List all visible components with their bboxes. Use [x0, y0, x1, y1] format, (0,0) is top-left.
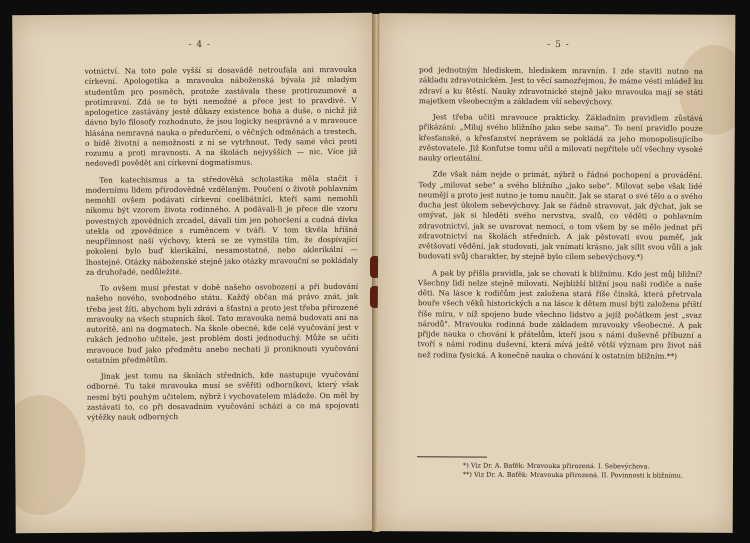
page-number: - 4 - [188, 39, 211, 51]
paragraph: Jinak jest tomu na školách středních, kde nastupuje vyučování odborné. Tu také mravouka musí se svěřiti odborníkovi, který však nesmí býti pouhým učitelem, nýbrž i vychovatelem mládeže. On měl by zastávati to, co při dosavadním vyučování schází a co má spojovati výtěžky nauk odborných [86, 369, 359, 422]
page-number: - 5 - [547, 39, 570, 51]
paragraph: To ovšem musí přestat v době našeho osvobození a při budování našeho nového, svobodného státu. Každý občan má právo znát, jak třeba jest žíti, abychom byli zdrávi a šťastni a proto jest třeba přirozené mravouky na všech stupních škol. Tato mravouka nemá budovati ani na autoritě, ani na dogmatech. Na škole obecné, kde celé vyučování jest v rukách jednoho učitele, jest problém dosti jednoduchý. Může se učiti mravouce buď jako předmětu anebo nechati ji proniknouti vyučování ostatním předmětům. [86, 281, 359, 365]
paragraph: pod jednotným hlediskem, hlediskem mravním. I zde staviti nutno na základu zdravotnickém. Jest to věcí samozřejmou, že máme vésti mládež ku zdraví a ku štěstí. Nauky zdravotnické stejně jako mravouka mají se státi majetkem všeobecným a základem vší sebevýchovy. [418, 65, 704, 107]
paper-stain [12, 395, 85, 516]
page-body-text [418, 65, 704, 367]
footnotes [463, 462, 719, 480]
footnote: *) Viz Dr. A. Baťěk: Mravouka přirozená. I. Sebevýchova. [462, 461, 650, 471]
paragraph: votnictví. Na toto pole vyšší si dosavádě netroufala ani mravouka církevní. Apologetika a mravouka náboženská bývala již mladým studentům pro posměch, protože zastávala these protirozumové a protimravní. Zdá se to býti nemožné a přece jest to pravdivé. V apologetice zastávány jestě důkazy existence boha a duše, o nichž již dávno bylo filosofy rozhodnuto, že jsou logicky nesprávné a v mravouce hlásána nemravná nauka o předurčení, o věčných odměnách a trestech, o bídě životní a nemožnosti z ní se vytrhnout. Tedy samé věci proti rozumu a proti mravnosti. A na školách nejvyšších — nic. Více již nedovedl povědět ani církevní dogmatismus. [84, 64, 358, 169]
page-body-text [85, 65, 360, 429]
left-page [12, 13, 376, 534]
right-page [377, 13, 736, 533]
paragraph: Jest třeba učiti mravouce prakticky. Základním pravidlem zůstává přikázání: „Miluj svého bližního jako sebe sama". To není pravidlo pouze křesťanské, a křesťanství neprávem se pokládá za jeho monopolisujícího zvěstovatele. Již Konfutse tomu učil a milovati nepřítele učí všechny vysoké nauky orientální. [418, 112, 703, 163]
paragraph: Zde však nám nejde o primát, nýbrž o řádné pochopení a provádění. Tedy „milovat sebe" a svého bližního „jako sebe". Milovat sebe však lidé neumějí a proto jest nutno je tomu naučit. Jak se starat o své tělo a o svého ducha jest úkolem sebevýchovy. Jak se řádně stravovat, jak dýchat, jak se omývat, jak si hleděti svého nervstva, svalů, co věděti o pohlavním zdravotnictví, jak se uvarovat nemocí, o tom všem by se mělo jednat při zdravotnictví na školách středních. A jak pěstovati svou paměť, jak zvětšovati vědění, jak studovati, jak vnímati krásno, jak sílit svou vůli a jak budovati svůj charakter, by stejně bylo cílem sebevýchovy.*) [418, 169, 703, 262]
footnote: **) Viz Dr. A. Baťěk: Mravouka přirozená. II. Povinnosti k bližnímu. [462, 470, 684, 480]
footnote-divider [417, 456, 487, 457]
paragraph: Ten katechismus a ta středověká scholastika měla stačit i modernímu lidem přírodovědně vzdělaným. Poučení o životě pohlavním nemohli ovšem podávati církevní coelibátníci, kteří sami nemohli nikomu být vzorem života rodinného. A podávali-li je přece dle vzoru povestných zpovědních zrcadel, dávali tím jen pohoršení a cudná dívka utekla od zpovědnice s ruměncem v tváři. V tom tkvěla hříšná neupřímnost naší výchovy, která se ze vymstila tím, že dospívající pokolení bylo buď klerikální, nesamostatné, nebo aklerikální — lhostejné. Otázky náboženské stejně jako otázky mravouční se pokládaly za druhořadé, nedůležité. [85, 173, 358, 277]
paragraph: A pak by přišla pravidla, jak se chovati k bližnímu. Kdo jest můj bližní? Všechny lidi nelze stejně milovati. Nejbližší bližní jsou naši rodiče a naše děti. Na lásce k rodičům jest založena stará říše čínská, která přetrvala bouře všech věků historických a na lásce k dětem musí býti založena příští říše míru, v níž spojeno bude všechno lidstvo a jejíž počátkem jest „svaz národů". Mravouka rodinná bude základem mravouky všeobecné. A pak přijde nauka o chování k přátelům, kteří jsou s námi duševně příbuzní a tvoří s námi rodinu duševní, která mívá ještě větší význam pro život náš než rodina fysická. A konečně nauka o chování k ostatním bližním.**) [417, 267, 703, 361]
